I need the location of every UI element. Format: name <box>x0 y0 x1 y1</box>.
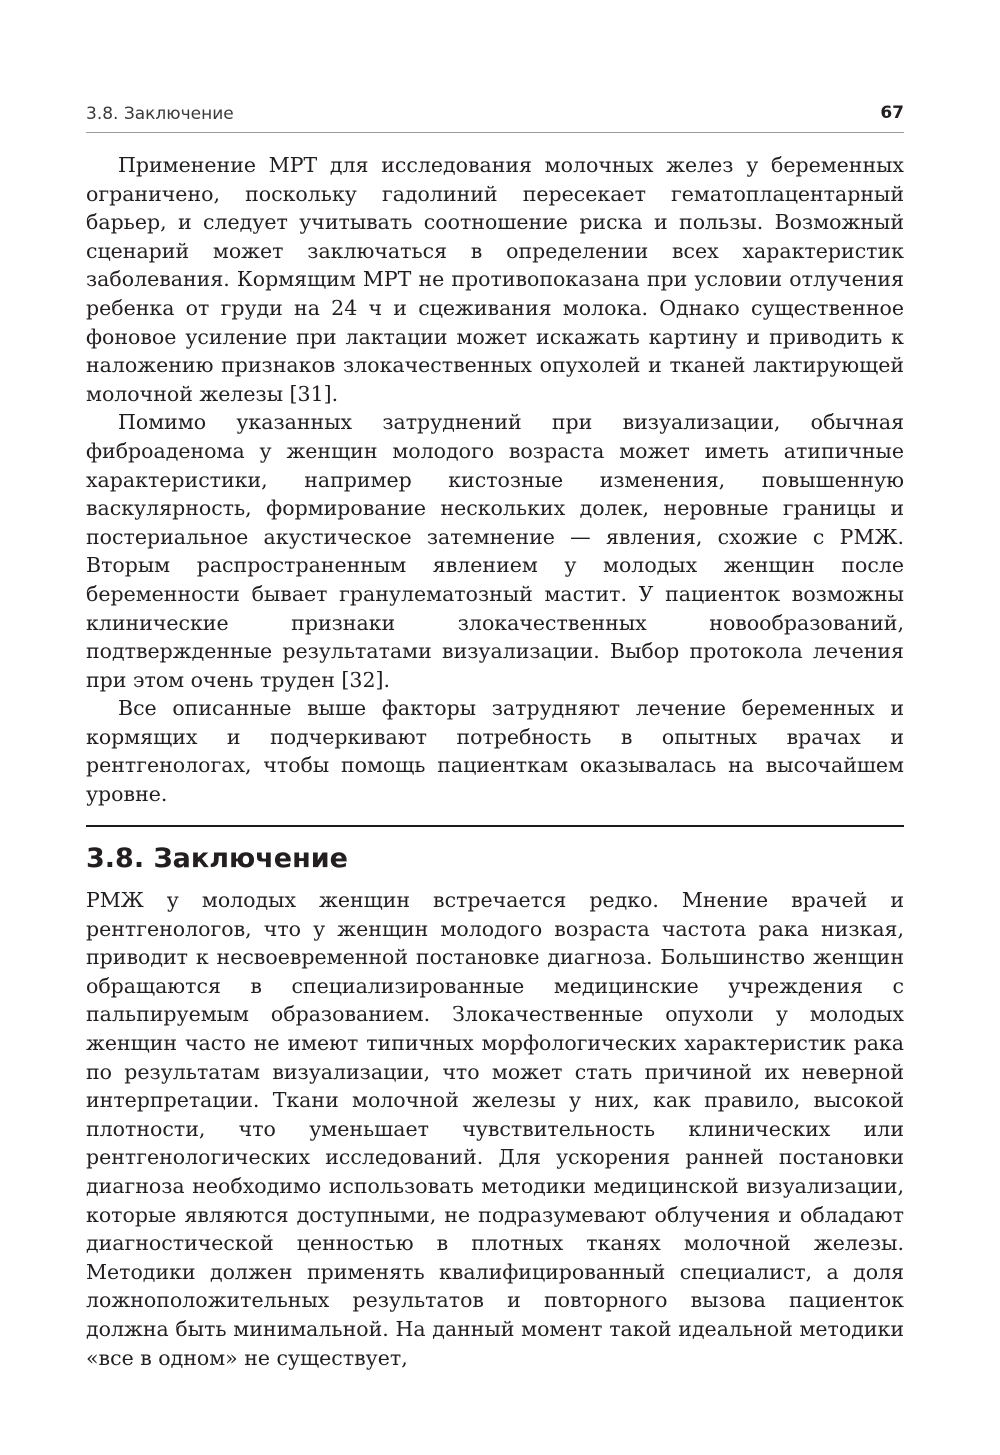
paragraph-conclusion: РМЖ у молодых женщин встречается редко. Мнение врачей и рентгенологов, что у женщин молодого возраста частота рака низкая, приводит к несвоевременной постановке диагноза. Большинство женщин обращаются в специализированные медицинские учреждения с пальпируемым образованием. Злокачественные опухоли у молодых женщин часто не имеют типичных морфологических характеристик рака по результатам визуализации, что может стать причиной их неверной интерпретации. Ткани молочной железы у них, как правило, высокой плотности, что уменьшает чувствительность клинических или рентгенологических исследований. Для ускорения ранней постановки диагноза необходимо использовать методики медицинской визуализации, которые являются доступными, не подразумевают облучения и обладают диагностической ценностью в плотных тканях молочной железы. Методики должен применять квалифицированный специалист, а доля ложноположительных результатов и повторного вызова пациенток должна быть минимальной. На данный момент такой идеальной методики «все в одном» не существует, <box>86 888 904 1370</box>
running-head-title: 3.8. Заключение <box>86 104 234 124</box>
paragraph-factors: Все описанные выше факторы затрудняют лечение беременных и кормящих и подчеркивают потребность в опытных врачах и рентгенологах, чтобы помощь пациенткам оказывалась на высочайшем уровне. <box>86 696 904 807</box>
paragraph-mri-pregnancy: Применение МРТ для исследования молочных желез у беременных ограничено, поскольку гадолиний пересекает гематоплацентарный барьер, и следует учитывать соотношение риска и пользы. Возможный сценарий может заключаться в определении всех характеристик заболевания. Кормящим МРТ не противопоказана при условии отлучения ребенка от груди на 24 ч и сцеживания молока. Однако существенное фоновое усиление при лактации может искажать картину и приводить к наложению признаков злокачественных опухолей и тканей лактирующей молочной железы [31]. <box>86 153 904 406</box>
body-text <box>86 151 904 809</box>
running-head <box>86 100 904 130</box>
header-divider <box>86 132 904 133</box>
section-divider <box>86 825 904 827</box>
section-body <box>86 886 904 1372</box>
section-heading: 3.8. Заключение <box>86 843 348 874</box>
page-number: 67 <box>880 103 904 123</box>
paragraph-fibroadenoma: Помимо указанных затруднений при визуализации, обычная фиброаденома у женщин молодого возраста может иметь атипичные характеристики, например кистозные изменения, повышенную васкулярность, формирование нескольких долек, неровные границы и постериальное акустическое затемнение — явления, схожие с РМЖ. Вторым распространенным явлением у молодых женщин после беременности бывает гранулематозный мастит. У пациенток возможны клинические признаки злокачественных новообразований, подтвержденные результатами визуализации. Выбор протокола лечения при этом очень труден [32]. <box>86 410 904 692</box>
